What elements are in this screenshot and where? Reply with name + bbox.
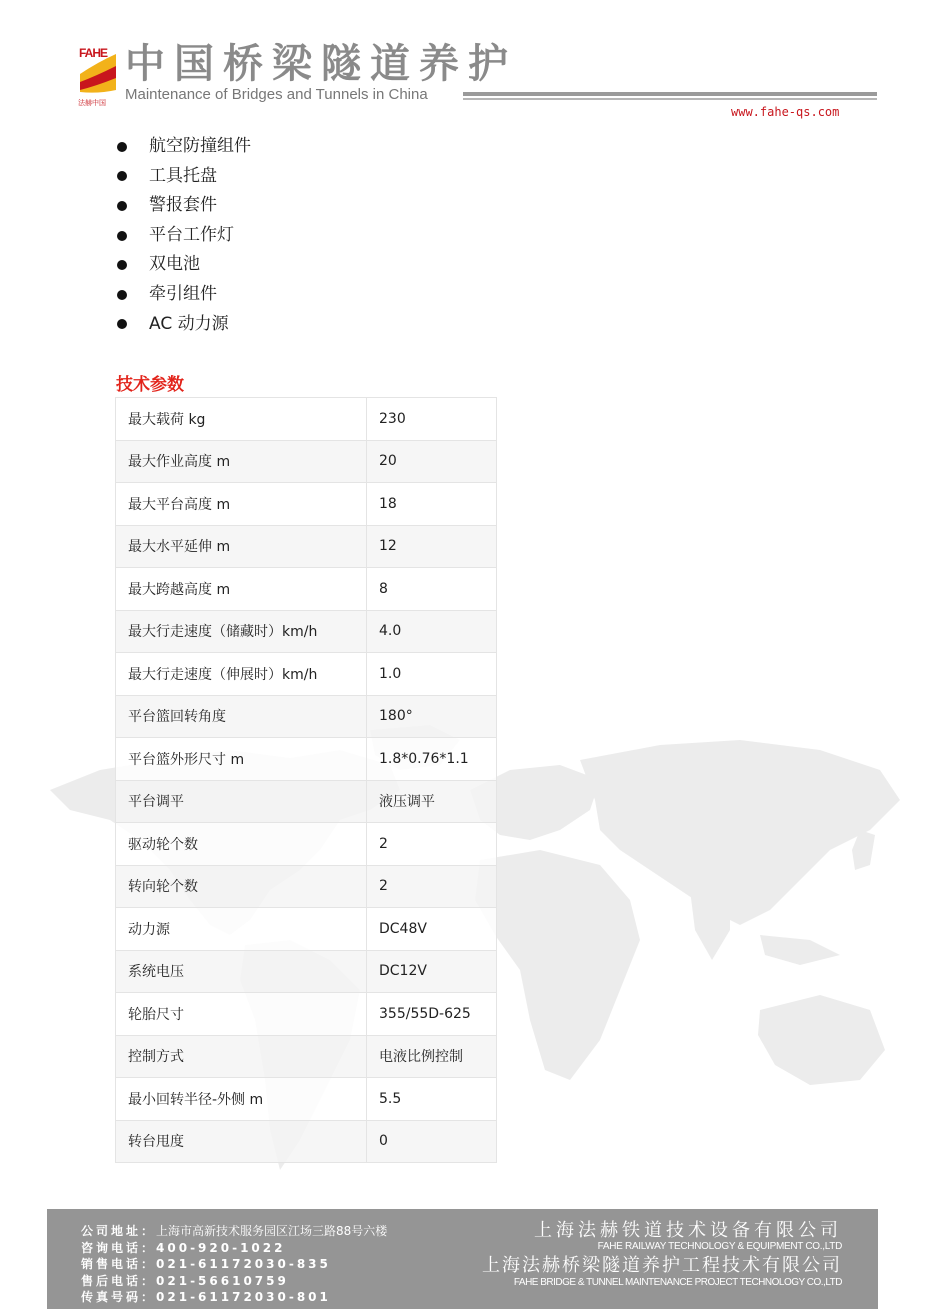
table-row xyxy=(116,610,497,653)
table-row xyxy=(116,483,497,526)
bullet-icon xyxy=(117,319,127,329)
feature-label: 平台工作灯 xyxy=(149,224,234,245)
table-row xyxy=(116,568,497,611)
contact-consult-phone xyxy=(81,1240,387,1257)
spec-value: 2 xyxy=(367,823,497,866)
spec-value: DC48V xyxy=(367,908,497,951)
contact-value: 021-61172030-835 xyxy=(156,1257,331,1271)
feature-label: 双电池 xyxy=(149,254,200,275)
list-item xyxy=(116,250,251,280)
spec-value: 20 xyxy=(367,440,497,483)
header-title-cn: 中国桥梁隧道养护 xyxy=(125,41,517,87)
header-divider xyxy=(463,92,877,96)
spec-value: 电液比例控制 xyxy=(367,1035,497,1078)
table-row xyxy=(116,908,497,951)
spec-value: 8 xyxy=(367,568,497,611)
table-row xyxy=(116,738,497,781)
contact-label: 售后电话： xyxy=(81,1273,157,1288)
company-name-en: FAHE RAILWAY TECHNOLOGY & EQUIPMENT CO.,LTD xyxy=(597,1241,842,1252)
feature-label: AC 动力源 xyxy=(149,313,229,334)
spec-name: 平台调平 xyxy=(116,780,367,823)
feature-list xyxy=(116,132,251,339)
bullet-icon xyxy=(117,142,127,152)
contact-label: 销售电话： xyxy=(81,1257,157,1271)
logo-text: FAHE xyxy=(79,46,108,60)
table-row xyxy=(116,1078,497,1121)
spec-name: 最大水平延伸 m xyxy=(116,525,367,568)
spec-name: 最大跨越高度 m xyxy=(116,568,367,611)
company-name-cn: 上海法赫铁道技术设备有限公司 xyxy=(534,1220,842,1241)
contact-service-phone xyxy=(81,1273,387,1290)
spec-value: 1.0 xyxy=(367,653,497,696)
spec-value: DC12V xyxy=(367,950,497,993)
spec-name: 最大平台高度 m xyxy=(116,483,367,526)
spec-value: 2 xyxy=(367,865,497,908)
spec-value: 355/55D-625 xyxy=(367,993,497,1036)
bullet-icon xyxy=(117,290,127,300)
spec-value: 12 xyxy=(367,525,497,568)
contact-value: 400-920-1022 xyxy=(156,1240,286,1255)
table-row xyxy=(116,653,497,696)
table-row xyxy=(116,695,497,738)
list-item xyxy=(116,221,251,251)
contact-value: 021-56610759 xyxy=(156,1273,289,1288)
table-row xyxy=(116,780,497,823)
list-item xyxy=(116,132,251,162)
spec-value: 4.0 xyxy=(367,610,497,653)
spec-value: 18 xyxy=(367,483,497,526)
company-logo xyxy=(78,44,118,108)
contact-fax xyxy=(81,1289,387,1306)
company-name-cn: 上海法赫桥梁隧道养护工程技术有限公司 xyxy=(482,1255,842,1276)
spec-name: 转台甩度 xyxy=(116,1120,367,1163)
contact-sales-phone xyxy=(81,1256,387,1273)
logo-mark xyxy=(78,44,118,96)
feature-label: 工具托盘 xyxy=(149,165,217,186)
spec-name: 轮胎尺寸 xyxy=(116,993,367,1036)
table-row xyxy=(116,440,497,483)
spec-value: 5.5 xyxy=(367,1078,497,1121)
table-row xyxy=(116,823,497,866)
spec-name: 平台篮外形尺寸 m xyxy=(116,738,367,781)
spec-table xyxy=(115,397,497,1163)
list-item xyxy=(116,162,251,192)
contact-value: 021-61172030-801 xyxy=(156,1290,331,1304)
spec-name: 驱动轮个数 xyxy=(116,823,367,866)
spec-value: 液压调平 xyxy=(367,780,497,823)
contact-label: 公司地址： xyxy=(81,1224,157,1238)
company-name-en: FAHE BRIDGE & TUNNEL MAINTENANCE PROJECT TECHNOLOGY CO.,LTD xyxy=(513,1277,842,1288)
contact-value: 上海市高新技术服务园区江场三路88号六楼 xyxy=(156,1224,388,1238)
bullet-icon xyxy=(117,260,127,270)
spec-value: 180° xyxy=(367,695,497,738)
spec-value: 1.8*0.76*1.1 xyxy=(367,738,497,781)
page-footer xyxy=(47,1209,878,1309)
list-item xyxy=(116,191,251,221)
spec-name: 最小回转半径-外侧 m xyxy=(116,1078,367,1121)
bullet-icon xyxy=(117,231,127,241)
spec-name: 最大行走速度（伸展时）km/h xyxy=(116,653,367,696)
spec-name: 动力源 xyxy=(116,908,367,951)
header-divider-thin xyxy=(463,98,877,100)
spec-value: 0 xyxy=(367,1120,497,1163)
feature-label: 牵引组件 xyxy=(149,283,217,304)
spec-name: 控制方式 xyxy=(116,1035,367,1078)
spec-name: 系统电压 xyxy=(116,950,367,993)
contact-label: 咨询电话： xyxy=(81,1240,157,1255)
spec-name: 平台篮回转角度 xyxy=(116,695,367,738)
contact-label: 传真号码： xyxy=(81,1290,157,1304)
table-row xyxy=(116,1120,497,1163)
table-row xyxy=(116,865,497,908)
bullet-icon xyxy=(117,171,127,181)
spec-name: 最大载荷 kg xyxy=(116,398,367,441)
footer-contacts xyxy=(81,1223,387,1306)
spec-name: 转向轮个数 xyxy=(116,865,367,908)
spec-value: 230 xyxy=(367,398,497,441)
table-row xyxy=(116,525,497,568)
website-link[interactable]: www.fahe-qs.com xyxy=(731,105,840,119)
bullet-icon xyxy=(117,201,127,211)
spec-name: 最大作业高度 m xyxy=(116,440,367,483)
company-bridge-tunnel xyxy=(482,1255,842,1289)
feature-label: 警报套件 xyxy=(149,195,217,216)
company-railway xyxy=(534,1221,842,1253)
list-item xyxy=(116,310,251,340)
table-row xyxy=(116,1035,497,1078)
list-item xyxy=(116,280,251,310)
table-row xyxy=(116,993,497,1036)
spec-section-title: 技术参数 xyxy=(116,375,184,395)
logo-caption: 法赫中国 xyxy=(78,99,106,107)
contact-address xyxy=(81,1223,387,1240)
spec-name: 最大行走速度（储藏时）km/h xyxy=(116,610,367,653)
header-title-en: Maintenance of Bridges and Tunnels in China xyxy=(125,86,428,103)
table-row xyxy=(116,950,497,993)
table-row xyxy=(116,398,497,441)
feature-label: 航空防撞组件 xyxy=(149,136,251,156)
